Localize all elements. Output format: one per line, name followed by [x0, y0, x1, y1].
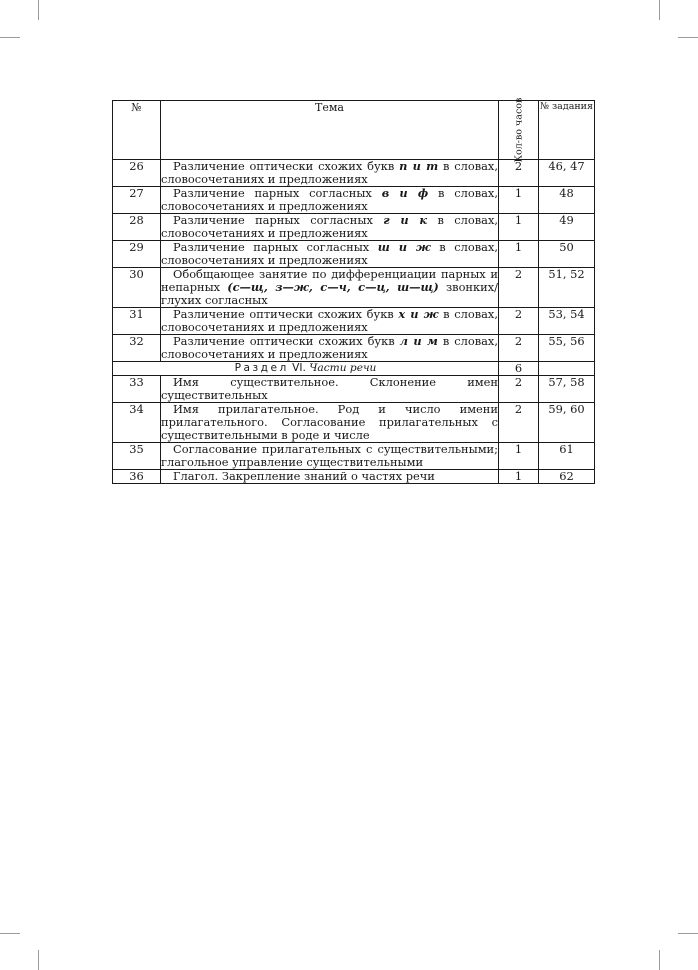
section-title: Части речи — [309, 362, 377, 374]
row-hours: 2 — [499, 403, 539, 443]
row-topic: Различение оптически схожих букв х и ж в словах, словосочетаниях и предложениях — [161, 307, 498, 334]
row-number: 36 — [113, 470, 161, 484]
row-number: 30 — [113, 268, 161, 308]
row-number: 32 — [113, 335, 161, 362]
section-hours: 6 — [499, 362, 539, 376]
row-number: 35 — [113, 443, 161, 470]
letters: п и т — [399, 159, 439, 173]
row-topic: Имя прилагательное. Род и число имени прилагательного. Согласование прилагательных с существительными в роде и числе — [161, 402, 498, 442]
crop-mark — [678, 933, 698, 934]
letters: в и ф — [381, 186, 429, 200]
header-hours-label: Кол-во часов — [513, 97, 524, 163]
letters: х и ж — [398, 307, 439, 321]
row-number: 27 — [113, 187, 161, 214]
row-hours: 2 — [499, 160, 539, 187]
crop-mark — [38, 0, 39, 20]
header-task-number: № задания — [539, 101, 595, 160]
header-topic: Тема — [161, 101, 499, 160]
row-tasks: 57, 58 — [539, 376, 595, 403]
header-number: № — [113, 101, 161, 160]
table-row — [113, 443, 595, 470]
table-row — [113, 187, 595, 214]
section-number: VI. — [288, 362, 310, 374]
row-topic: Обобщающее занятие по дифференциации парных и непарных (с—щ, з—ж, с—ч, с—ц, ш—щ) звонких/глухих согласных — [161, 267, 498, 307]
row-topic: Имя существительное. Склонение имен существительных — [161, 375, 498, 402]
row-tasks: 59, 60 — [539, 403, 595, 443]
row-hours: 2 — [499, 376, 539, 403]
row-tasks: 49 — [539, 214, 595, 241]
row-number: 29 — [113, 241, 161, 268]
row-topic: Различение парных согласных г и к в словах, словосочетаниях и предложениях — [161, 213, 498, 240]
crop-mark — [659, 0, 660, 20]
table-row — [113, 214, 595, 241]
table-header-row — [113, 101, 595, 160]
section-row — [113, 362, 595, 376]
row-number: 28 — [113, 214, 161, 241]
row-number: 33 — [113, 376, 161, 403]
row-hours: 2 — [499, 308, 539, 335]
table-row — [113, 268, 595, 308]
table-row — [113, 160, 595, 187]
lesson-plan-table — [112, 97, 595, 484]
row-hours: 2 — [499, 335, 539, 362]
row-topic: Глагол. Закрепление знаний о частях речи — [161, 470, 499, 484]
row-tasks: 55, 56 — [539, 335, 595, 362]
row-topic: Различение оптически схожих букв л и м в словах, словосочетаниях и предложениях — [161, 334, 498, 361]
row-number: 31 — [113, 308, 161, 335]
letters: (с—щ, з—ж, с—ч, с—ц, ш—щ) — [227, 280, 439, 294]
letters: г и к — [383, 213, 428, 227]
section-label: Раздел — [234, 362, 289, 374]
row-hours: 2 — [499, 268, 539, 308]
row-tasks: 46, 47 — [539, 160, 595, 187]
section-tasks — [539, 362, 595, 376]
row-topic: Различение оптически схожих букв п и т в словах, словосочетаниях и предложениях — [161, 159, 498, 186]
crop-mark — [38, 950, 39, 970]
letters: ш и ж — [377, 240, 431, 254]
section-heading — [113, 362, 499, 376]
row-topic: Различение парных согласных ш и ж в словах, словосочетаниях и предложениях — [161, 240, 498, 267]
table-row — [113, 376, 595, 403]
row-tasks: 51, 52 — [539, 268, 595, 308]
crop-mark — [0, 933, 20, 934]
row-tasks: 62 — [539, 470, 595, 484]
row-hours: 1 — [499, 214, 539, 241]
row-hours: 1 — [499, 241, 539, 268]
row-topic: Согласование прилагательных с существительными; глагольное управление существительными — [161, 442, 498, 469]
table-row — [113, 241, 595, 268]
row-hours: 1 — [499, 470, 539, 484]
table-row — [113, 308, 595, 335]
row-hours: 1 — [499, 187, 539, 214]
row-number: 34 — [113, 403, 161, 443]
row-tasks: 53, 54 — [539, 308, 595, 335]
row-tasks: 48 — [539, 187, 595, 214]
row-tasks: 50 — [539, 241, 595, 268]
row-topic: Различение парных согласных в и ф в словах, словосочетаниях и предложениях — [161, 186, 498, 213]
crop-mark — [659, 950, 660, 970]
crop-mark — [0, 37, 20, 38]
table-row — [113, 470, 595, 484]
row-hours: 1 — [499, 443, 539, 470]
table-row — [113, 403, 595, 443]
table-row — [113, 335, 595, 362]
crop-mark — [678, 37, 698, 38]
letters: л и м — [399, 334, 438, 348]
row-number: 26 — [113, 160, 161, 187]
row-tasks: 61 — [539, 443, 595, 470]
header-hours — [499, 97, 539, 163]
